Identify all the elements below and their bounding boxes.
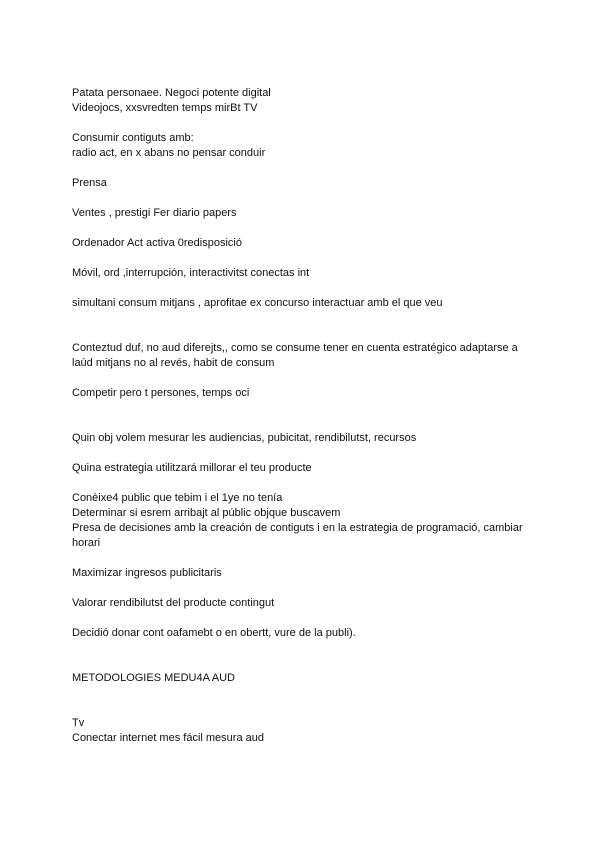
text-line: Conteztud duf, no aud diferejts,, como se consume tener en cuenta estratégico adaptarse a: [72, 342, 518, 354]
text-line: Ventes , prestigi Fer diario papers: [72, 207, 237, 219]
text-line: Conèixe4 public que tebim i el 1ye no tenía: [72, 492, 283, 504]
paragraph: [72, 131, 542, 161]
text-line: Competir pero t persones, temps oci: [72, 387, 250, 399]
text-line: Conectar internet mes fácil mesura aud: [72, 732, 264, 744]
paragraph: [72, 386, 542, 401]
text-line: Videojocs, xxsvredten temps mirBt TV: [72, 102, 258, 114]
paragraph: [72, 86, 542, 116]
text-line: Prensa: [72, 177, 107, 189]
text-line: Ordenador Act activa 0redisposició: [72, 237, 242, 249]
text-line: radio act, en x abans no pensar conduir: [72, 147, 266, 159]
paragraph: [72, 206, 542, 221]
paragraph: [72, 341, 542, 371]
text-line: Determinar si esrem arribajt al públic objque buscavem: [72, 507, 341, 519]
text-line: simultani consum mitjans , aprofitae ex concurso interactuar amb el que veu: [72, 297, 443, 309]
paragraph: [72, 461, 542, 476]
paragraph: [72, 491, 542, 551]
text-line: laúd mitjans no al revés, habit de consum: [72, 357, 275, 369]
paragraph: [72, 566, 542, 581]
text-line: Quin obj volem mesurar les audiencias, pubicitat, rendibilutst, recursos: [72, 432, 417, 444]
text-line: Decidió donar cont oafamebt o en obertt, vure de la publi).: [72, 627, 356, 639]
paragraph: [72, 236, 542, 251]
paragraph: [72, 266, 542, 281]
text-line: Valorar rendibilutst del producte contingut: [72, 597, 275, 609]
paragraph: [72, 671, 542, 686]
text-line: Tv: [72, 717, 85, 729]
text-line: Quina estrategia utilitzará millorar el teu producte: [72, 462, 312, 474]
text-line: Presa de decisiones amb la creación de contiguts i en la estrategia de programació, cambiar: [72, 522, 523, 534]
paragraph: [72, 626, 542, 641]
paragraph: [72, 431, 542, 446]
section-heading: METODOLOGIES MEDU4A AUD: [72, 672, 236, 684]
paragraph: [72, 716, 542, 746]
text-line: Consumir contiguts amb:: [72, 132, 194, 144]
paragraph: [72, 596, 542, 611]
text-line: Móvil, ord ,interrupción, interactivitst conectas int: [72, 267, 310, 279]
text-line: Patata personaee. Negoci potente digital: [72, 87, 271, 99]
text-line: horari: [72, 537, 101, 549]
document-page: [72, 86, 542, 746]
text-line: Maximizar ingresos publicitaris: [72, 567, 222, 579]
paragraph: [72, 176, 542, 191]
paragraph: [72, 296, 542, 311]
